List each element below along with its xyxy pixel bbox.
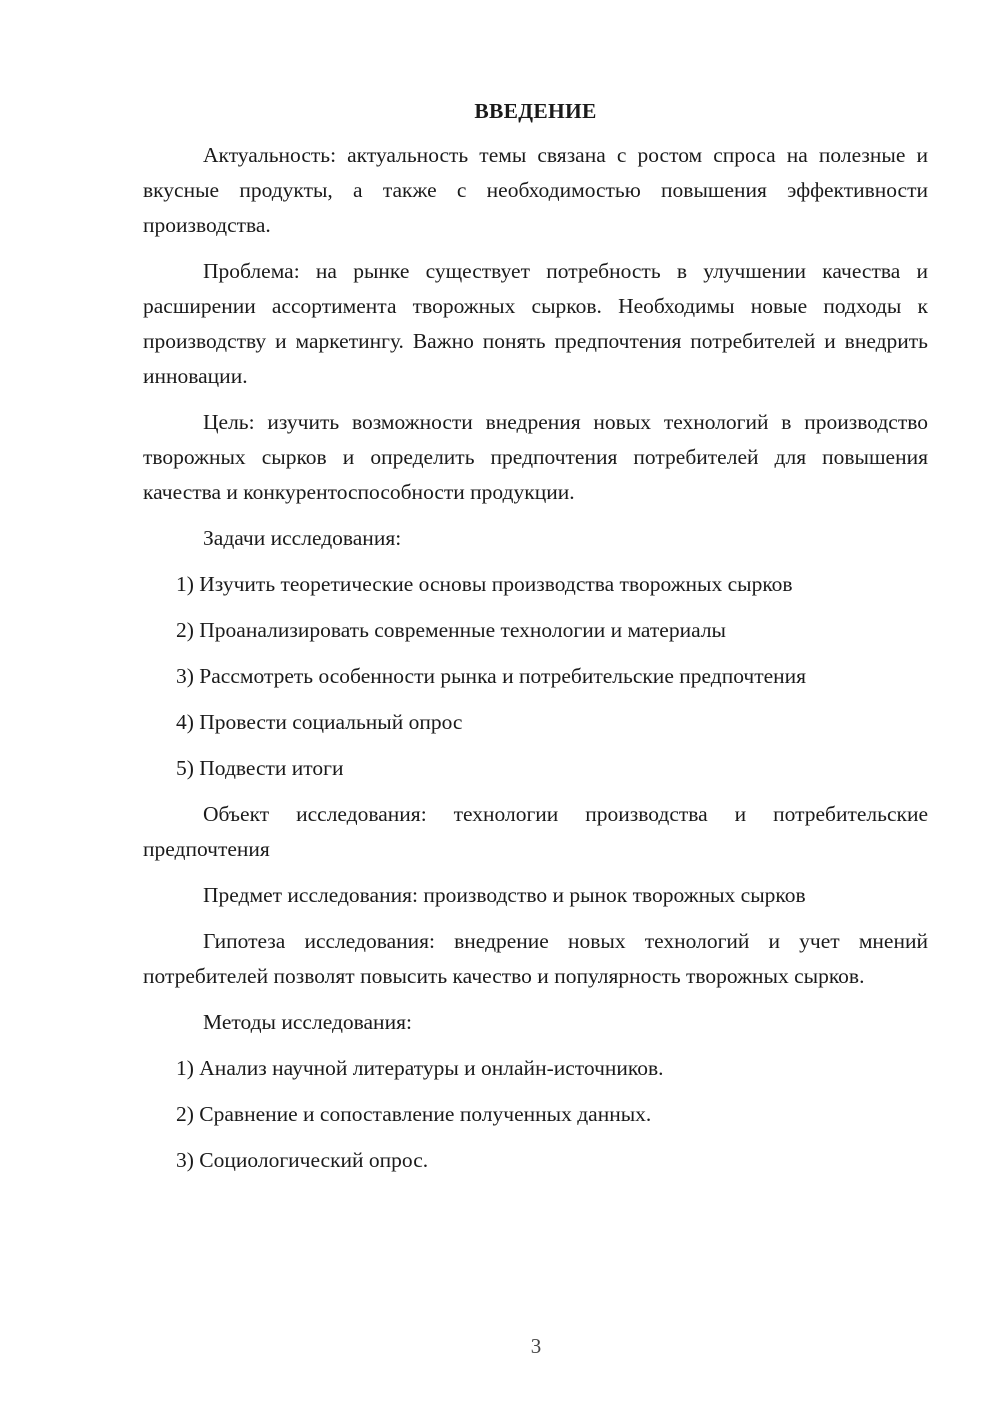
hypothesis-paragraph: Гипотеза исследования: внедрение новых технологий и учет мнений потребителей позволят повысить качество и популярность творожных сырков. [143,929,928,988]
problem-paragraph: Проблема: на рынке существует потребность в улучшении качества и расширении ассортимента творожных сырков. Необходимы новые подходы к производству и маркетингу. Важно понять предпочтения потребителей и внедрить инновации. [143,259,928,388]
list-item: 1) Анализ научной литературы и онлайн-источников. [176,1056,664,1080]
tasks-list [143,567,928,786]
tasks-title: Задачи исследования: [203,526,402,550]
subject-paragraph: Предмет исследования: производство и рынок творожных сырков [203,883,806,907]
list-item: 2) Сравнение и сопоставление полученных данных. [176,1102,652,1126]
section-heading: ВВЕДЕНИЕ [474,99,597,123]
list-item: 5) Подвести итоги [176,756,344,780]
list-item: 2) Проанализировать современные технологии и материалы [176,618,727,642]
list-item: 1) Изучить теоретические основы производства творожных сырков [176,572,793,596]
goal-paragraph: Цель: изучить возможности внедрения новых технологий в производство творожных сырков и определить предпочтения потребителей для повышения качества и конкурентоспособности продукции. [143,410,928,504]
list-item: 3) Рассмотреть особенности рынка и потребительские предпочтения [176,664,807,688]
list-item: 3) Социологический опрос. [176,1148,429,1172]
relevance-paragraph: Актуальность: актуальность темы связана с ростом спроса на полезные и вкусные продукты, а также с необходимостью повышения эффективности производства. [143,143,928,237]
object-paragraph: Объект исследования: технологии производства и потребительские предпочтения [143,802,928,861]
methods-list [143,1051,928,1178]
methods-title: Методы исследования: [203,1010,412,1034]
list-item: 4) Провести социальный опрос [176,710,463,734]
document-page [143,96,928,1189]
page-number: 3 [530,1334,542,1358]
